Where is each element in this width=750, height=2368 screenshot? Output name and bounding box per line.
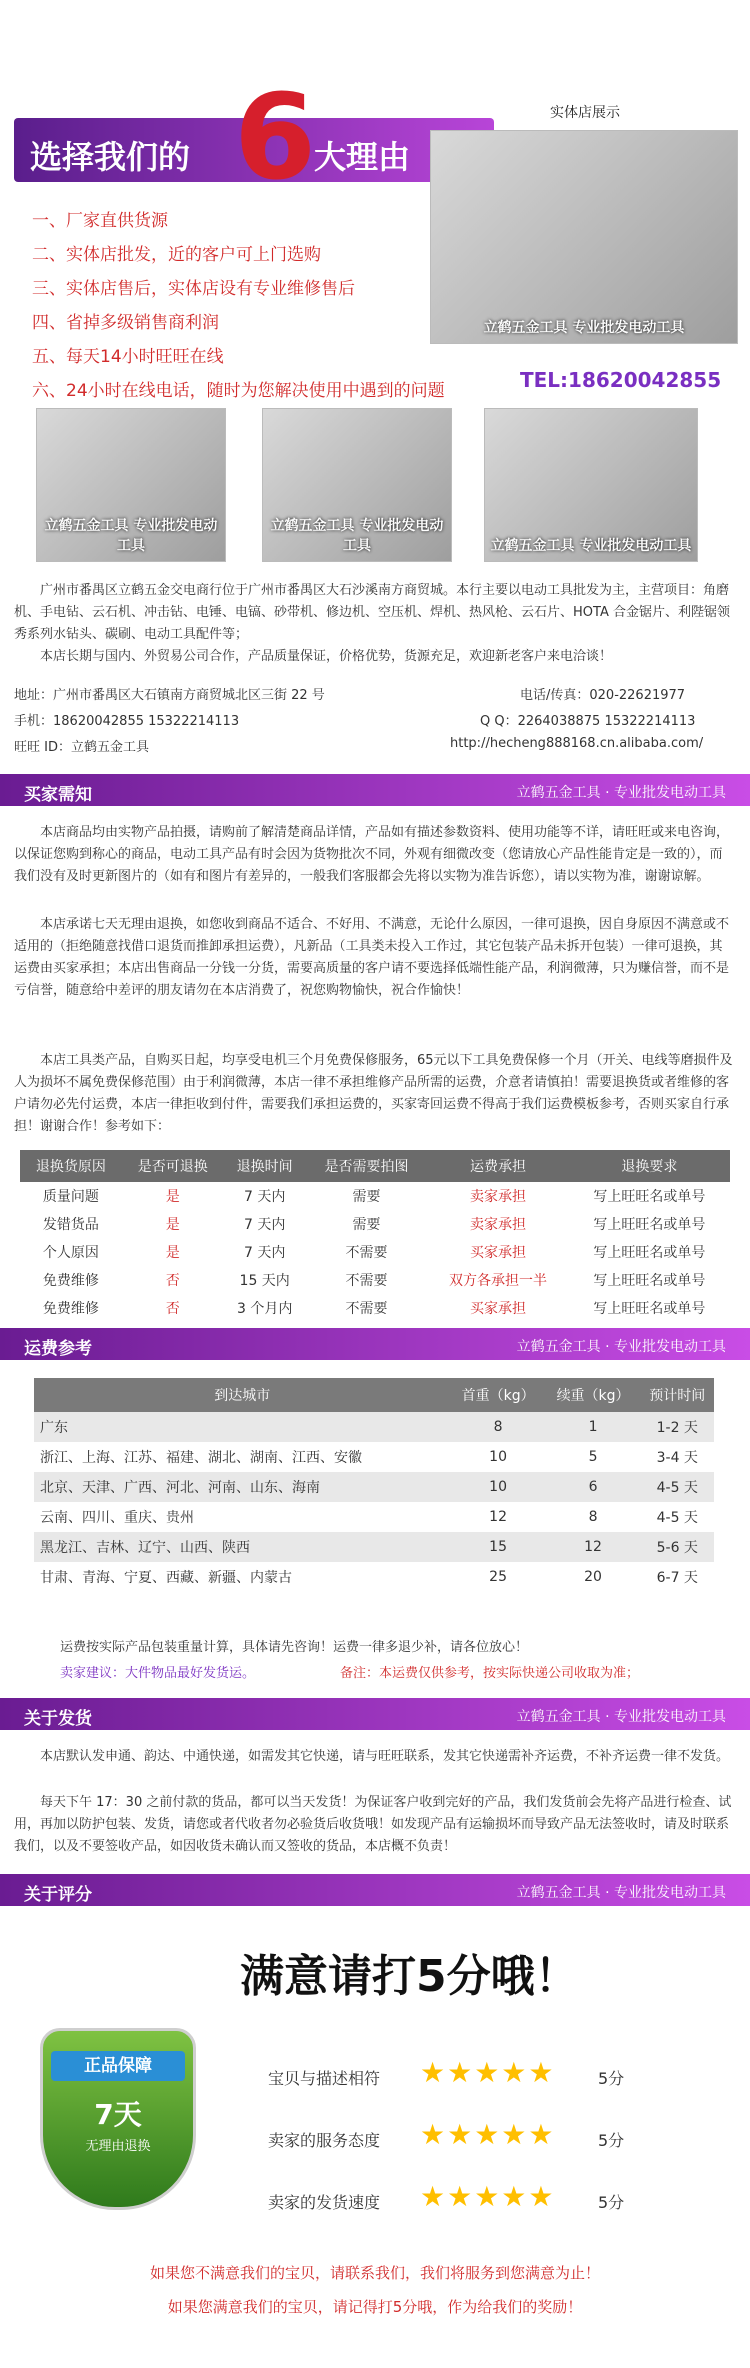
shipping-cell: 北京、天津、广西、河北、河南、山东、海南 xyxy=(34,1472,451,1502)
returns-cell: 免费维修 xyxy=(42,1301,99,1317)
table-row xyxy=(34,1412,714,1442)
returns-header: 退换货原因 xyxy=(20,1150,122,1182)
returns-cell: 7 天内 xyxy=(243,1245,286,1261)
shipping-cell: 6-7 天 xyxy=(656,1570,698,1586)
rating-score-1: 5分 xyxy=(598,2069,625,2088)
table-row xyxy=(34,1472,714,1502)
returns-cell: 3 个月内 xyxy=(236,1301,293,1317)
returns-cell: 需要 xyxy=(352,1217,381,1233)
shipping-cell: 12 xyxy=(489,1509,507,1525)
section-notice xyxy=(0,774,750,806)
returns-cell: 是 xyxy=(165,1189,180,1205)
shipping-note3: 备注：本运费仅供参考，按实际快递公司收取为准； xyxy=(340,1666,640,1681)
returns-header: 退换要求 xyxy=(569,1150,730,1182)
rating-foot1: 如果您不满意我们的宝贝，请联系我们，我们将服务到您满意为止！ xyxy=(149,2264,600,2282)
intro-p1: 广州市番禺区立鹤五金交电商行位于广州市番禺区大石沙溪南方商贸城。本行主要以电动工具批发为主，主营项目：角磨机、手电钻、云石机、冲击钻、电锤、电镐、砂带机、修边机、空压机、焊机、热风枪、云石片、HOTA 合金锯片、利陛锯领秀系列水钻头、碳刷、电动工具配件等； xyxy=(14,583,730,642)
returns-cell: 否 xyxy=(165,1273,180,1289)
returns-cell: 不需要 xyxy=(345,1273,388,1289)
shipping-cell: 4-5 天 xyxy=(656,1510,698,1526)
returns-cell: 7 天内 xyxy=(243,1217,286,1233)
returns-cell: 双方各承担一半 xyxy=(449,1273,548,1289)
returns-cell: 买家承担 xyxy=(470,1245,527,1261)
shipping-table xyxy=(34,1378,714,1592)
shipping-header: 首重（kg） xyxy=(451,1378,546,1412)
intro-addr: 地址：广州市番禺区大石镇南方商贸城北区三街 22 号 xyxy=(14,688,325,703)
returns-cell: 写上旺旺名或单号 xyxy=(593,1273,706,1289)
reason-1: 一、厂家直供货源 xyxy=(32,211,168,231)
section-delivery xyxy=(0,1698,750,1730)
photo-caption: 立鹤五金工具 专业批发电动工具 xyxy=(483,320,685,336)
shipping-header: 到达城市 xyxy=(34,1378,451,1412)
photo-caption: 立鹤五金工具 专业批发电动工具 xyxy=(270,518,444,554)
section-title: 关于评分 xyxy=(24,1885,92,1905)
returns-header: 退换时间 xyxy=(224,1150,306,1182)
title-banner xyxy=(14,68,494,206)
section-title: 运费参考 xyxy=(24,1339,92,1359)
photo-caption: 立鹤五金工具 专业批发电动工具 xyxy=(490,538,692,554)
store-photo-1 xyxy=(36,408,226,562)
returns-cell: 买家承担 xyxy=(470,1301,527,1317)
notice-p2: 本店承诺七天无理由退换，如您收到商品不适合、不好用、不满意，无论什么原因，一律可退换，因自身原因不满意或不适用的（拒绝随意找借口退货而推卸承担运费），凡新品（工具类未投入工作过，其它包装产品未拆开包装）一律可退换，其运费由买家承担；本店出售商品一分钱一分货，需要高质量的客户请不要选择低端性能产品，利润微薄，只为赚信誉，而不是亏信誉，随意给中差评的朋友请勿在本店消费了，祝您购物愉快，祝合作愉快！ xyxy=(14,917,730,998)
banner-suffix: 大理由 xyxy=(314,138,411,176)
shipping-cell: 25 xyxy=(489,1569,507,1585)
table-row xyxy=(20,1210,730,1238)
returns-header: 是否需要拍图 xyxy=(306,1150,428,1182)
notice-p1: 本店商品均由实物产品拍摄，请购前了解清楚商品详情，产品如有描述参数资料、使用功能等不详，请旺旺或来电咨询，以保证您购到称心的商品，电动工具产品有时会因为货物批次不同，外观有细微改变（您请放心产品性能肯定是一致的），而我们没有及时更新图片的（如有和图片有差异的，一般我们客服都会先将以实物为准告诉您），请以实物为准，谢谢谅解。 xyxy=(14,825,730,884)
returns-cell: 个人原因 xyxy=(42,1245,99,1261)
section-brand: 立鹤五金工具 · 专业批发电动工具 xyxy=(516,785,726,801)
rating-label-3: 卖家的发货速度 xyxy=(268,2193,381,2212)
intro-url[interactable]: http://hecheng888168.cn.alibaba.com/ xyxy=(450,736,704,751)
star-rating-icon: ★★★★★ xyxy=(420,2180,556,2213)
section-brand: 立鹤五金工具 · 专业批发电动工具 xyxy=(516,1885,726,1901)
shipping-cell: 云南、四川、重庆、贵州 xyxy=(40,1510,194,1526)
intro-p2: 本店长期与国内、外贸易公司合作，产品质量保证，价格优势，货源充足，欢迎新老客户来电洽谈！ xyxy=(40,649,613,664)
shipping-note1: 运费按实际产品包装重量计算，具体请先咨询！运费一律多退少补，请各位放心！ xyxy=(60,1640,529,1655)
shipping-cell: 8 xyxy=(451,1412,546,1442)
store-photo-3 xyxy=(484,408,698,562)
shipping-cell: 浙江、上海、江苏、福建、湖北、湖南、江西、安徽 xyxy=(40,1450,362,1466)
delivery-p1: 本店默认发申通、韵达、中通快递，如需发其它快递，请与旺旺联系，发其它快递需补齐运费，不补齐运费一律不发货。 xyxy=(40,1749,730,1764)
star-rating-icon: ★★★★★ xyxy=(420,2118,556,2151)
table-row xyxy=(20,1238,730,1266)
shipping-cell: 3-4 天 xyxy=(656,1450,698,1466)
returns-cell: 质量问题 xyxy=(42,1189,99,1205)
section-title: 买家需知 xyxy=(24,785,92,805)
shipping-cell: 甘肃、青海、宁夏、西藏、新疆、内蒙古 xyxy=(40,1570,292,1586)
shipping-cell: 10 xyxy=(489,1449,507,1465)
table-row xyxy=(20,1182,730,1210)
guarantee-badge-icon xyxy=(40,2028,196,2210)
delivery-p2: 每天下午 17：30 之前付款的货品，都可以当天发货！为保证客户收到完好的产品，我们发货前会先将产品进行检查、试用，再加以防护包装、发货，请您或者代收者勿必验货后收货哦！如发现产品有运输损坏而导致产品无法签收时，请及时联系我们，以及不要签收产品，如因收货未确认而又签收的货品，本店概不负责！ xyxy=(14,1795,732,1854)
section-shipping xyxy=(0,1328,750,1360)
reason-4: 四、省掉多级销售商利润 xyxy=(32,313,219,333)
shipping-cell: 6 xyxy=(546,1472,641,1502)
shipping-cell: 1-2 天 xyxy=(641,1412,714,1442)
table-row xyxy=(34,1442,714,1472)
intro-ww: 旺旺 ID：立鹤五金工具 xyxy=(14,740,149,755)
returns-cell: 是 xyxy=(165,1217,180,1233)
rating-label-2: 卖家的服务态度 xyxy=(268,2131,381,2150)
table-row xyxy=(34,1562,714,1592)
returns-cell: 卖家承担 xyxy=(470,1189,527,1205)
banner-prefix: 选择我们的 xyxy=(30,138,191,176)
shipping-cell: 15 xyxy=(451,1532,546,1562)
returns-cell: 写上旺旺名或单号 xyxy=(593,1245,706,1261)
shipping-cell: 广东 xyxy=(34,1412,451,1442)
store-photo-main xyxy=(430,130,738,344)
returns-cell: 卖家承担 xyxy=(470,1217,527,1233)
shipping-cell: 5 xyxy=(588,1449,598,1465)
section-brand: 立鹤五金工具 · 专业批发电动工具 xyxy=(516,1339,726,1355)
returns-cell: 需要 xyxy=(352,1189,381,1205)
reason-2: 二、实体店批发，近的客户可上门选购 xyxy=(32,245,321,265)
returns-cell: 不需要 xyxy=(345,1301,388,1317)
rating-score-3: 5分 xyxy=(598,2193,625,2212)
returns-cell: 写上旺旺名或单号 xyxy=(593,1301,706,1317)
table-row xyxy=(20,1266,730,1294)
returns-cell: 发错货品 xyxy=(42,1217,99,1233)
returns-header: 是否可退换 xyxy=(122,1150,224,1182)
shipping-cell: 黑龙江、吉林、辽宁、山西、陕西 xyxy=(34,1532,451,1562)
rating-headline: 满意请打5分哦！ xyxy=(240,1951,579,2002)
table-row xyxy=(34,1502,714,1532)
badge-days: 7天 xyxy=(94,2098,142,2131)
section-title: 关于发货 xyxy=(24,1709,92,1729)
intro-qq: Q Q：2264038875 15322214113 xyxy=(480,714,696,729)
reason-6: 六、24小时在线电话，随时为您解决使用中遇到的问题 xyxy=(32,381,445,401)
returns-cell: 免费维修 xyxy=(42,1273,99,1289)
shipping-header: 预计时间 xyxy=(641,1378,714,1412)
returns-cell: 是 xyxy=(165,1245,180,1261)
store-photo-2 xyxy=(262,408,452,562)
reason-5: 五、每天14小时旺旺在线 xyxy=(32,347,224,367)
rating-label-1: 宝贝与描述相符 xyxy=(268,2069,381,2088)
shipping-note2: 卖家建议：大件物品最好发货运。 xyxy=(60,1666,256,1681)
shipping-cell: 4-5 天 xyxy=(641,1472,714,1502)
rating-foot2: 如果您满意我们的宝贝，请记得打5分哦，作为给我们的奖励！ xyxy=(167,2298,583,2316)
section-rating xyxy=(0,1874,750,1906)
returns-cell: 写上旺旺名或单号 xyxy=(593,1217,706,1233)
banner-number: 6 xyxy=(234,68,317,206)
badge-top: 正品保障 xyxy=(51,2051,185,2081)
badge-text: 无理由退换 xyxy=(85,2139,151,2154)
shipping-cell: 12 xyxy=(546,1532,641,1562)
shipping-cell: 8 xyxy=(588,1509,598,1525)
store-tel: TEL:18620042855 xyxy=(520,368,722,392)
table-row xyxy=(20,1294,730,1322)
shipping-header: 续重（kg） xyxy=(546,1378,641,1412)
section-brand: 立鹤五金工具 · 专业批发电动工具 xyxy=(516,1709,726,1725)
table-row xyxy=(34,1532,714,1562)
returns-table xyxy=(20,1150,730,1322)
store-label: 实体店展示 xyxy=(550,105,620,121)
intro-mobile: 手机：18620042855 15322214113 xyxy=(14,714,240,729)
notice-p3: 本店工具类产品，自购买日起，均享受电机三个月免费保修服务，65元以下工具免费保修一个月（开关、电线等磨损件及人为损坏不属免费保修范围）由于利润微薄，本店一律不承担维修产品所需的运费，介意者请慎拍！需要退换货或者维修的客户请勿必先付运费，本店一律拒收到付件，需要我们承担运费的，买家寄回运费不得高于我们运费模板参考，否则买家自行承担！谢谢合作！参考如下： xyxy=(14,1053,733,1134)
returns-cell: 不需要 xyxy=(345,1245,388,1261)
star-rating-icon: ★★★★★ xyxy=(420,2056,556,2089)
shipping-cell: 1 xyxy=(546,1412,641,1442)
returns-cell: 15 天内 xyxy=(239,1273,290,1289)
intro-phone: 电话/传真：020-22621977 xyxy=(520,688,686,703)
returns-header: 运费承担 xyxy=(427,1150,568,1182)
rating-score-2: 5分 xyxy=(598,2131,625,2150)
photo-caption: 立鹤五金工具 专业批发电动工具 xyxy=(44,518,218,554)
shipping-cell: 20 xyxy=(584,1569,602,1585)
reason-3: 三、实体店售后，实体店设有专业维修售后 xyxy=(32,279,355,299)
returns-cell: 写上旺旺名或单号 xyxy=(593,1189,706,1205)
returns-cell: 7 天内 xyxy=(243,1189,286,1205)
shipping-cell: 5-6 天 xyxy=(641,1532,714,1562)
returns-cell: 否 xyxy=(165,1301,180,1317)
shipping-cell: 10 xyxy=(451,1472,546,1502)
